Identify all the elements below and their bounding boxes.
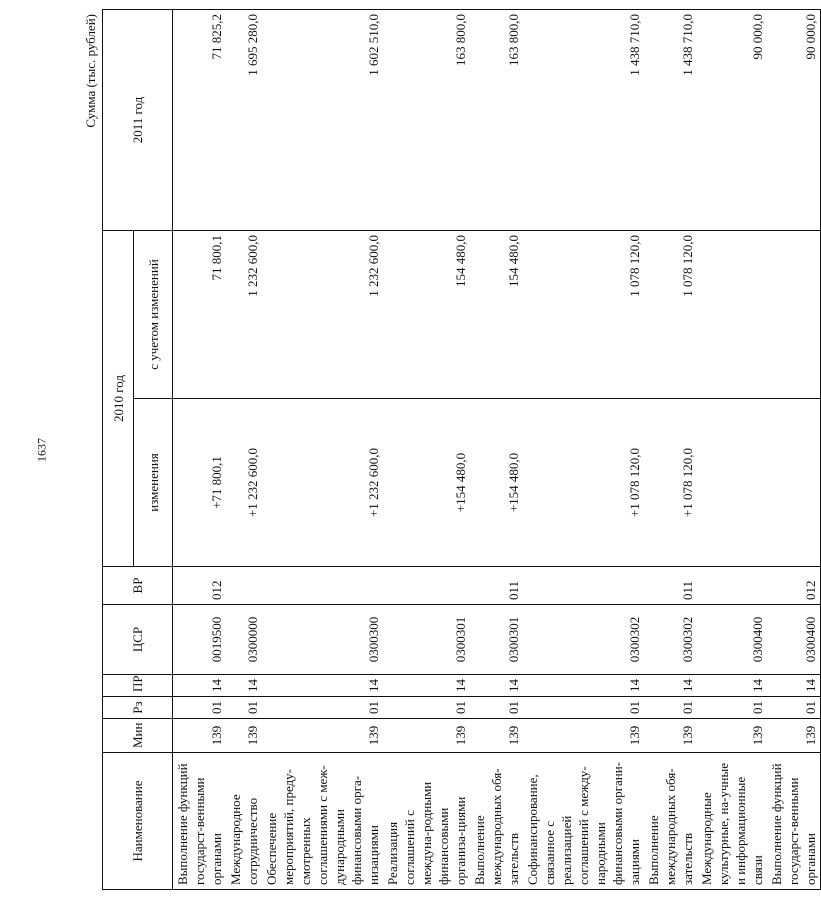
header-vr: ВР: [103, 567, 173, 605]
header-changes: изменения: [134, 399, 173, 567]
cell-change: +71 800,1: [173, 399, 227, 567]
cell-change: +1 232 600,0: [226, 399, 262, 567]
cell-with-changes: 1 232 600,0: [262, 231, 383, 399]
table-row: [173, 10, 227, 890]
cell-name: Международные культурные, на-учные и информационные связи: [697, 753, 767, 890]
cell-csr: 0300302: [644, 605, 697, 675]
header-pr: ПР: [103, 675, 173, 697]
cell-vr: [697, 567, 767, 605]
cell-pr: 14: [226, 675, 262, 697]
cell-name: Обеспечение мероприятий, преду-смотренных соглашениями с меж-дународными финансовыми орга-низациями: [262, 753, 383, 890]
budget-table: [102, 9, 821, 890]
cell-name: Выполнение функций государст-венными органами: [767, 753, 821, 890]
cell-csr: 0300400: [767, 605, 821, 675]
header-name: Наименование: [103, 753, 173, 890]
cell-rz: 01: [470, 697, 523, 719]
cell-change: +1 078 120,0: [644, 399, 697, 567]
cell-vr: 012: [767, 567, 821, 605]
cell-min: 139: [173, 719, 227, 753]
table-row: [262, 10, 383, 890]
cell-2011: 163 800,0: [383, 10, 470, 231]
cell-rz: 01: [226, 697, 262, 719]
cell-with-changes: 71 800,1: [173, 231, 227, 399]
cell-min: 139: [767, 719, 821, 753]
cell-csr: 0300300: [262, 605, 383, 675]
cell-min: 139: [470, 719, 523, 753]
cell-csr: 0019500: [173, 605, 227, 675]
cell-name: Выполнение международных обя-зательств: [644, 753, 697, 890]
cell-2011: 1 438 710,0: [644, 10, 697, 231]
cell-pr: 14: [470, 675, 523, 697]
cell-rz: 01: [767, 697, 821, 719]
table-row: [226, 10, 262, 890]
cell-with-changes: 154 480,0: [470, 231, 523, 399]
cell-csr: 0300301: [470, 605, 523, 675]
cell-rz: 01: [697, 697, 767, 719]
cell-min: 139: [644, 719, 697, 753]
table-header: [103, 10, 173, 890]
cell-rz: 01: [262, 697, 383, 719]
cell-min: 139: [697, 719, 767, 753]
cell-name: Выполнение функций государст-венными органами: [173, 753, 227, 890]
units-label: Сумма (тыс. рублей): [83, 14, 98, 128]
cell-2011: 163 800,0: [470, 10, 523, 231]
page-number: 1637: [34, 438, 49, 462]
cell-vr: 011: [470, 567, 523, 605]
cell-pr: 14: [767, 675, 821, 697]
table-body: [173, 10, 821, 890]
header-year-2011: 2011 год: [103, 10, 173, 231]
cell-vr: [262, 567, 383, 605]
cell-2011: 71 825,2: [173, 10, 227, 231]
cell-pr: 14: [697, 675, 767, 697]
rotated-page-content: [80, 10, 818, 890]
table-row: [644, 10, 697, 890]
cell-pr: 14: [262, 675, 383, 697]
cell-2011: 1 438 710,0: [523, 10, 644, 231]
cell-pr: 14: [523, 675, 644, 697]
cell-min: 139: [262, 719, 383, 753]
cell-rz: 01: [173, 697, 227, 719]
cell-name: Реализация соглашений с междуна-родными финансовыми организа-циями: [383, 753, 470, 890]
cell-vr: [383, 567, 470, 605]
cell-rz: 01: [383, 697, 470, 719]
cell-2011: 90 000,0: [697, 10, 767, 231]
cell-with-changes: [767, 231, 821, 399]
header-with-changes: с учетом изменений: [134, 231, 173, 399]
cell-change: +1 078 120,0: [523, 399, 644, 567]
cell-rz: 01: [644, 697, 697, 719]
cell-pr: 14: [644, 675, 697, 697]
table-row: [383, 10, 470, 890]
cell-with-changes: 154 480,0: [383, 231, 470, 399]
cell-2011: 90 000,0: [767, 10, 821, 231]
cell-min: 139: [523, 719, 644, 753]
cell-name: Выполнение международных обя-зательств: [470, 753, 523, 890]
cell-vr: [523, 567, 644, 605]
cell-change: +154 480,0: [383, 399, 470, 567]
cell-name: Софинансирование, связанное с реализацией соглашений с между-народными финансовыми органи-зациями: [523, 753, 644, 890]
cell-min: 139: [383, 719, 470, 753]
cell-change: +1 232 600,0: [262, 399, 383, 567]
cell-rz: 01: [523, 697, 644, 719]
cell-pr: 14: [173, 675, 227, 697]
header-min: Мин: [103, 719, 173, 753]
header-year-2010: 2010 год: [103, 231, 134, 567]
header-csr: ЦСР: [103, 605, 173, 675]
cell-change: [697, 399, 767, 567]
cell-vr: 012: [173, 567, 227, 605]
cell-2011: 1 695 280,0: [226, 10, 262, 231]
cell-name: Международное сотрудничество: [226, 753, 262, 890]
table-row: [470, 10, 523, 890]
cell-with-changes: [697, 231, 767, 399]
cell-2011: 1 602 510,0: [262, 10, 383, 231]
cell-with-changes: 1 078 120,0: [523, 231, 644, 399]
cell-vr: 011: [644, 567, 697, 605]
cell-change: +154 480,0: [470, 399, 523, 567]
cell-csr: 0300400: [697, 605, 767, 675]
table-row: [767, 10, 821, 890]
cell-csr: 0300000: [226, 605, 262, 675]
cell-change: [767, 399, 821, 567]
table-row: [697, 10, 767, 890]
table-row: [523, 10, 644, 890]
cell-with-changes: 1 232 600,0: [226, 231, 262, 399]
cell-with-changes: 1 078 120,0: [644, 231, 697, 399]
cell-csr: 0300302: [523, 605, 644, 675]
cell-pr: 14: [383, 675, 470, 697]
cell-vr: [226, 567, 262, 605]
cell-min: 139: [226, 719, 262, 753]
header-rz: Рз: [103, 697, 173, 719]
cell-csr: 0300301: [383, 605, 470, 675]
